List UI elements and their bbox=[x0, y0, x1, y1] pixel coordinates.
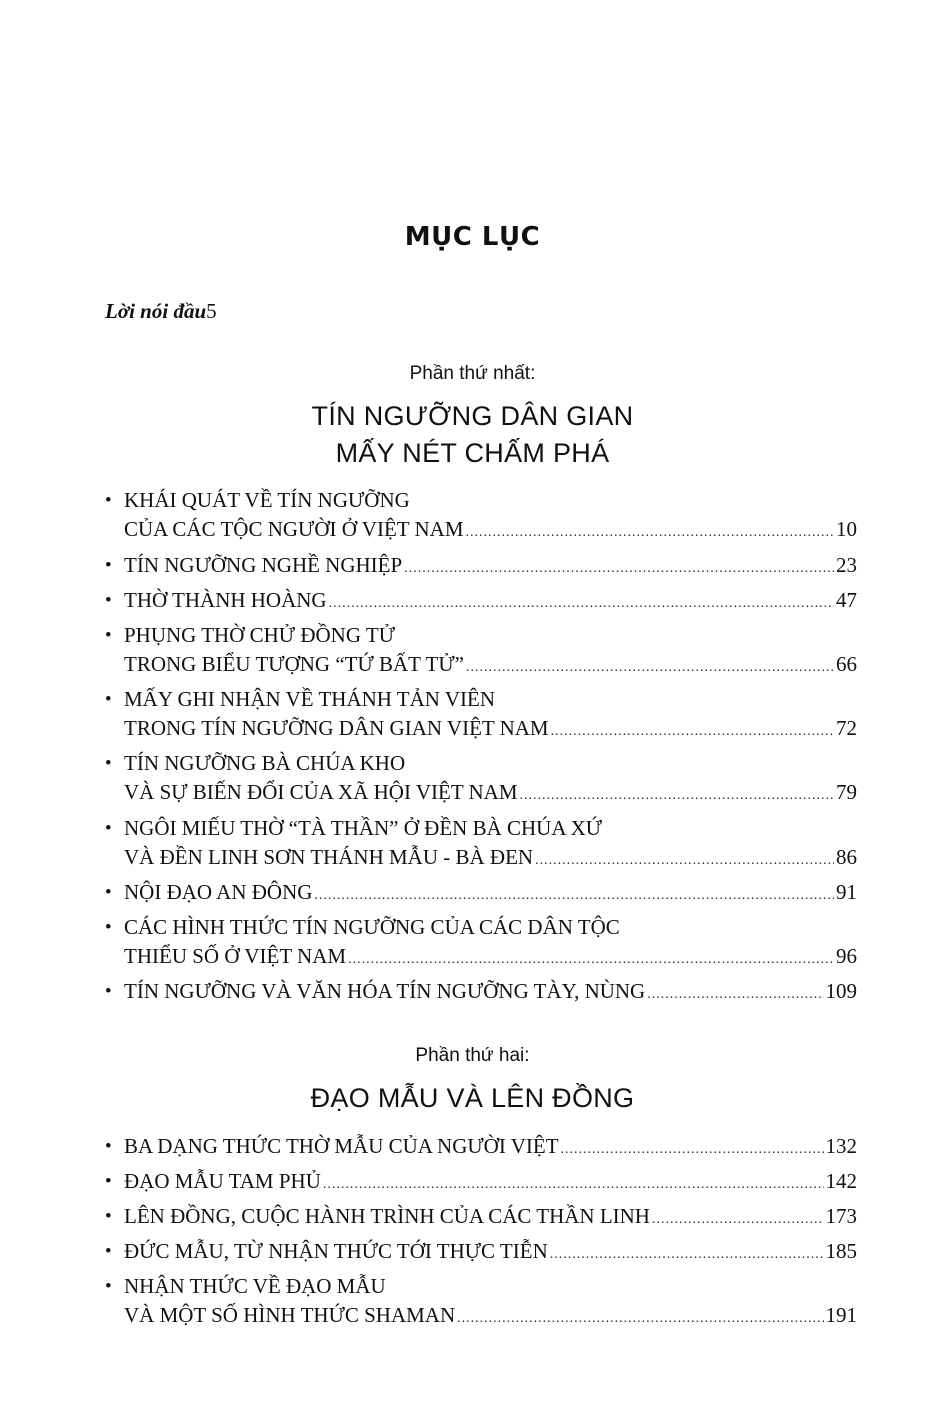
leader-dots bbox=[550, 1240, 824, 1269]
leader-dots bbox=[329, 589, 834, 618]
page-number: 66 bbox=[836, 652, 857, 676]
leader-dots bbox=[404, 554, 834, 583]
page-number: 142 bbox=[825, 1169, 857, 1193]
bullet-icon: • bbox=[105, 1171, 112, 1192]
toc-entry bbox=[105, 878, 857, 910]
entry-title: VÀ SỰ BIẾN ĐỔI CỦA XÃ HỘI VIỆT NAM bbox=[124, 780, 518, 804]
part-label: Phần thứ nhất: bbox=[409, 363, 536, 384]
page-title: MỤC LỤC bbox=[404, 222, 541, 252]
page-number: 79 bbox=[836, 780, 857, 804]
entry-title-line1: KHÁI QUÁT VỀ TÍN NGƯỠNG bbox=[124, 488, 410, 512]
toc-entry bbox=[105, 621, 857, 682]
entry-title: BA DẠNG THỨC THỜ MẪU CỦA NGƯỜI VIỆT bbox=[124, 1134, 559, 1158]
leader-dots bbox=[535, 846, 834, 875]
part-label: Phần thứ hai: bbox=[415, 1045, 530, 1066]
toc-entry bbox=[105, 551, 857, 583]
toc-entry bbox=[105, 977, 857, 1009]
page-number: 23 bbox=[836, 553, 857, 577]
leader-dots bbox=[647, 980, 823, 1009]
bullet-icon: • bbox=[105, 625, 112, 646]
toc-entry bbox=[105, 814, 857, 875]
bullet-icon: • bbox=[105, 1241, 112, 1262]
bullet-icon: • bbox=[105, 1276, 112, 1297]
bullet-icon: • bbox=[105, 981, 112, 1002]
page-number: 86 bbox=[836, 845, 857, 869]
leader-dots bbox=[561, 1135, 824, 1164]
bullet-icon: • bbox=[105, 753, 112, 774]
leader-dots bbox=[551, 717, 834, 746]
page-number: 47 bbox=[836, 588, 857, 612]
entry-title: ĐẠO MẪU TAM PHỦ bbox=[124, 1169, 321, 1193]
entry-title-line1: MẤY GHI NHẬN VỀ THÁNH TẢN VIÊN bbox=[124, 687, 495, 711]
page-number: 96 bbox=[836, 944, 857, 968]
bullet-icon: • bbox=[105, 1206, 112, 1227]
toc-entry bbox=[105, 1202, 857, 1234]
toc-entry-preface bbox=[105, 297, 857, 326]
toc-entry bbox=[105, 486, 857, 547]
toc-entry bbox=[105, 685, 857, 746]
page-number: 91 bbox=[836, 880, 857, 904]
entry-title: VÀ ĐỀN LINH SƠN THÁNH MẪU - BÀ ĐEN bbox=[124, 845, 534, 869]
entry-title-line1: TÍN NGƯỠNG BÀ CHÚA KHO bbox=[124, 751, 406, 775]
bullet-icon: • bbox=[105, 882, 112, 903]
entry-title: TÍN NGƯỠNG NGHỀ NGHIỆP bbox=[124, 553, 403, 577]
entry-title-line1: PHỤNG THỜ CHỬ ĐỒNG TỬ bbox=[124, 623, 395, 647]
leader-dots bbox=[652, 1205, 824, 1234]
leader-dots bbox=[348, 945, 834, 974]
entry-title: LÊN ĐỒNG, CUỘC HÀNH TRÌNH CỦA CÁC THẦN LINH bbox=[124, 1204, 650, 1228]
toc-entry bbox=[105, 1167, 857, 1199]
entry-title-line1: NGÔI MIẾU THỜ “TÀ THẦN” Ở ĐỀN BÀ CHÚA XỨ bbox=[124, 816, 603, 840]
entry-title-line1: CÁC HÌNH THỨC TÍN NGƯỠNG CỦA CÁC DÂN TỘC bbox=[124, 915, 620, 939]
entry-title: TÍN NGƯỠNG VÀ VĂN HÓA TÍN NGƯỠNG TÀY, NÙNG bbox=[124, 979, 646, 1003]
part-title-line1: ĐẠO MẪU VÀ LÊN ĐỒNG bbox=[310, 1083, 635, 1113]
toc-entry bbox=[105, 1237, 857, 1269]
bullet-icon: • bbox=[105, 818, 112, 839]
leader-dots bbox=[466, 653, 834, 682]
entry-title: CỦA CÁC TỘC NGƯỜI Ở VIỆT NAM bbox=[124, 517, 464, 541]
page-number: 109 bbox=[825, 979, 857, 1003]
toc-entry bbox=[105, 1272, 857, 1333]
part-title-line2: MẤY NÉT CHẤM PHÁ bbox=[335, 438, 610, 468]
leader-dots bbox=[457, 1304, 823, 1333]
entry-title: ĐỨC MẪU, TỪ NHẬN THỨC TỚI THỰC TIỄN bbox=[124, 1239, 548, 1263]
entry-title: VÀ MỘT SỐ HÌNH THỨC SHAMAN bbox=[124, 1303, 456, 1327]
bullet-icon: • bbox=[105, 590, 112, 611]
page-number: 5 bbox=[206, 299, 217, 323]
leader-dots bbox=[314, 881, 834, 910]
entry-title: NỘI ĐẠO AN ĐÔNG bbox=[124, 880, 313, 904]
page-number: 191 bbox=[825, 1303, 857, 1327]
entry-title: TRONG TÍN NGƯỠNG DÂN GIAN VIỆT NAM bbox=[124, 716, 549, 740]
leader-dots bbox=[466, 518, 835, 547]
page-number: 173 bbox=[825, 1204, 857, 1228]
toc-entry bbox=[105, 749, 857, 810]
bullet-icon: • bbox=[105, 689, 112, 710]
entry-title: TRONG BIỂU TƯỢNG “TỨ BẤT TỬ” bbox=[124, 652, 464, 676]
entry-title: Lời nói đầu bbox=[105, 299, 207, 323]
bullet-icon: • bbox=[105, 917, 112, 938]
leader-dots bbox=[520, 781, 834, 810]
entry-title: THIỂU SỐ Ở VIỆT NAM bbox=[124, 944, 347, 968]
bullet-icon: • bbox=[105, 490, 112, 511]
part-title-line1: TÍN NGƯỠNG DÂN GIAN bbox=[311, 401, 634, 431]
entry-title: THỜ THÀNH HOÀNG bbox=[124, 588, 327, 612]
page-number: 132 bbox=[825, 1134, 857, 1158]
leader-dots bbox=[323, 1170, 824, 1199]
bullet-icon: • bbox=[105, 1136, 112, 1157]
toc-entry bbox=[105, 586, 857, 618]
toc-entry bbox=[105, 913, 857, 974]
page-number: 185 bbox=[825, 1239, 857, 1263]
page-number: 10 bbox=[836, 517, 857, 541]
toc-entry bbox=[105, 1132, 857, 1164]
page-number: 72 bbox=[836, 716, 857, 740]
bullet-icon: • bbox=[105, 555, 112, 576]
entry-title-line1: NHẬN THỨC VỀ ĐẠO MẪU bbox=[124, 1274, 386, 1298]
